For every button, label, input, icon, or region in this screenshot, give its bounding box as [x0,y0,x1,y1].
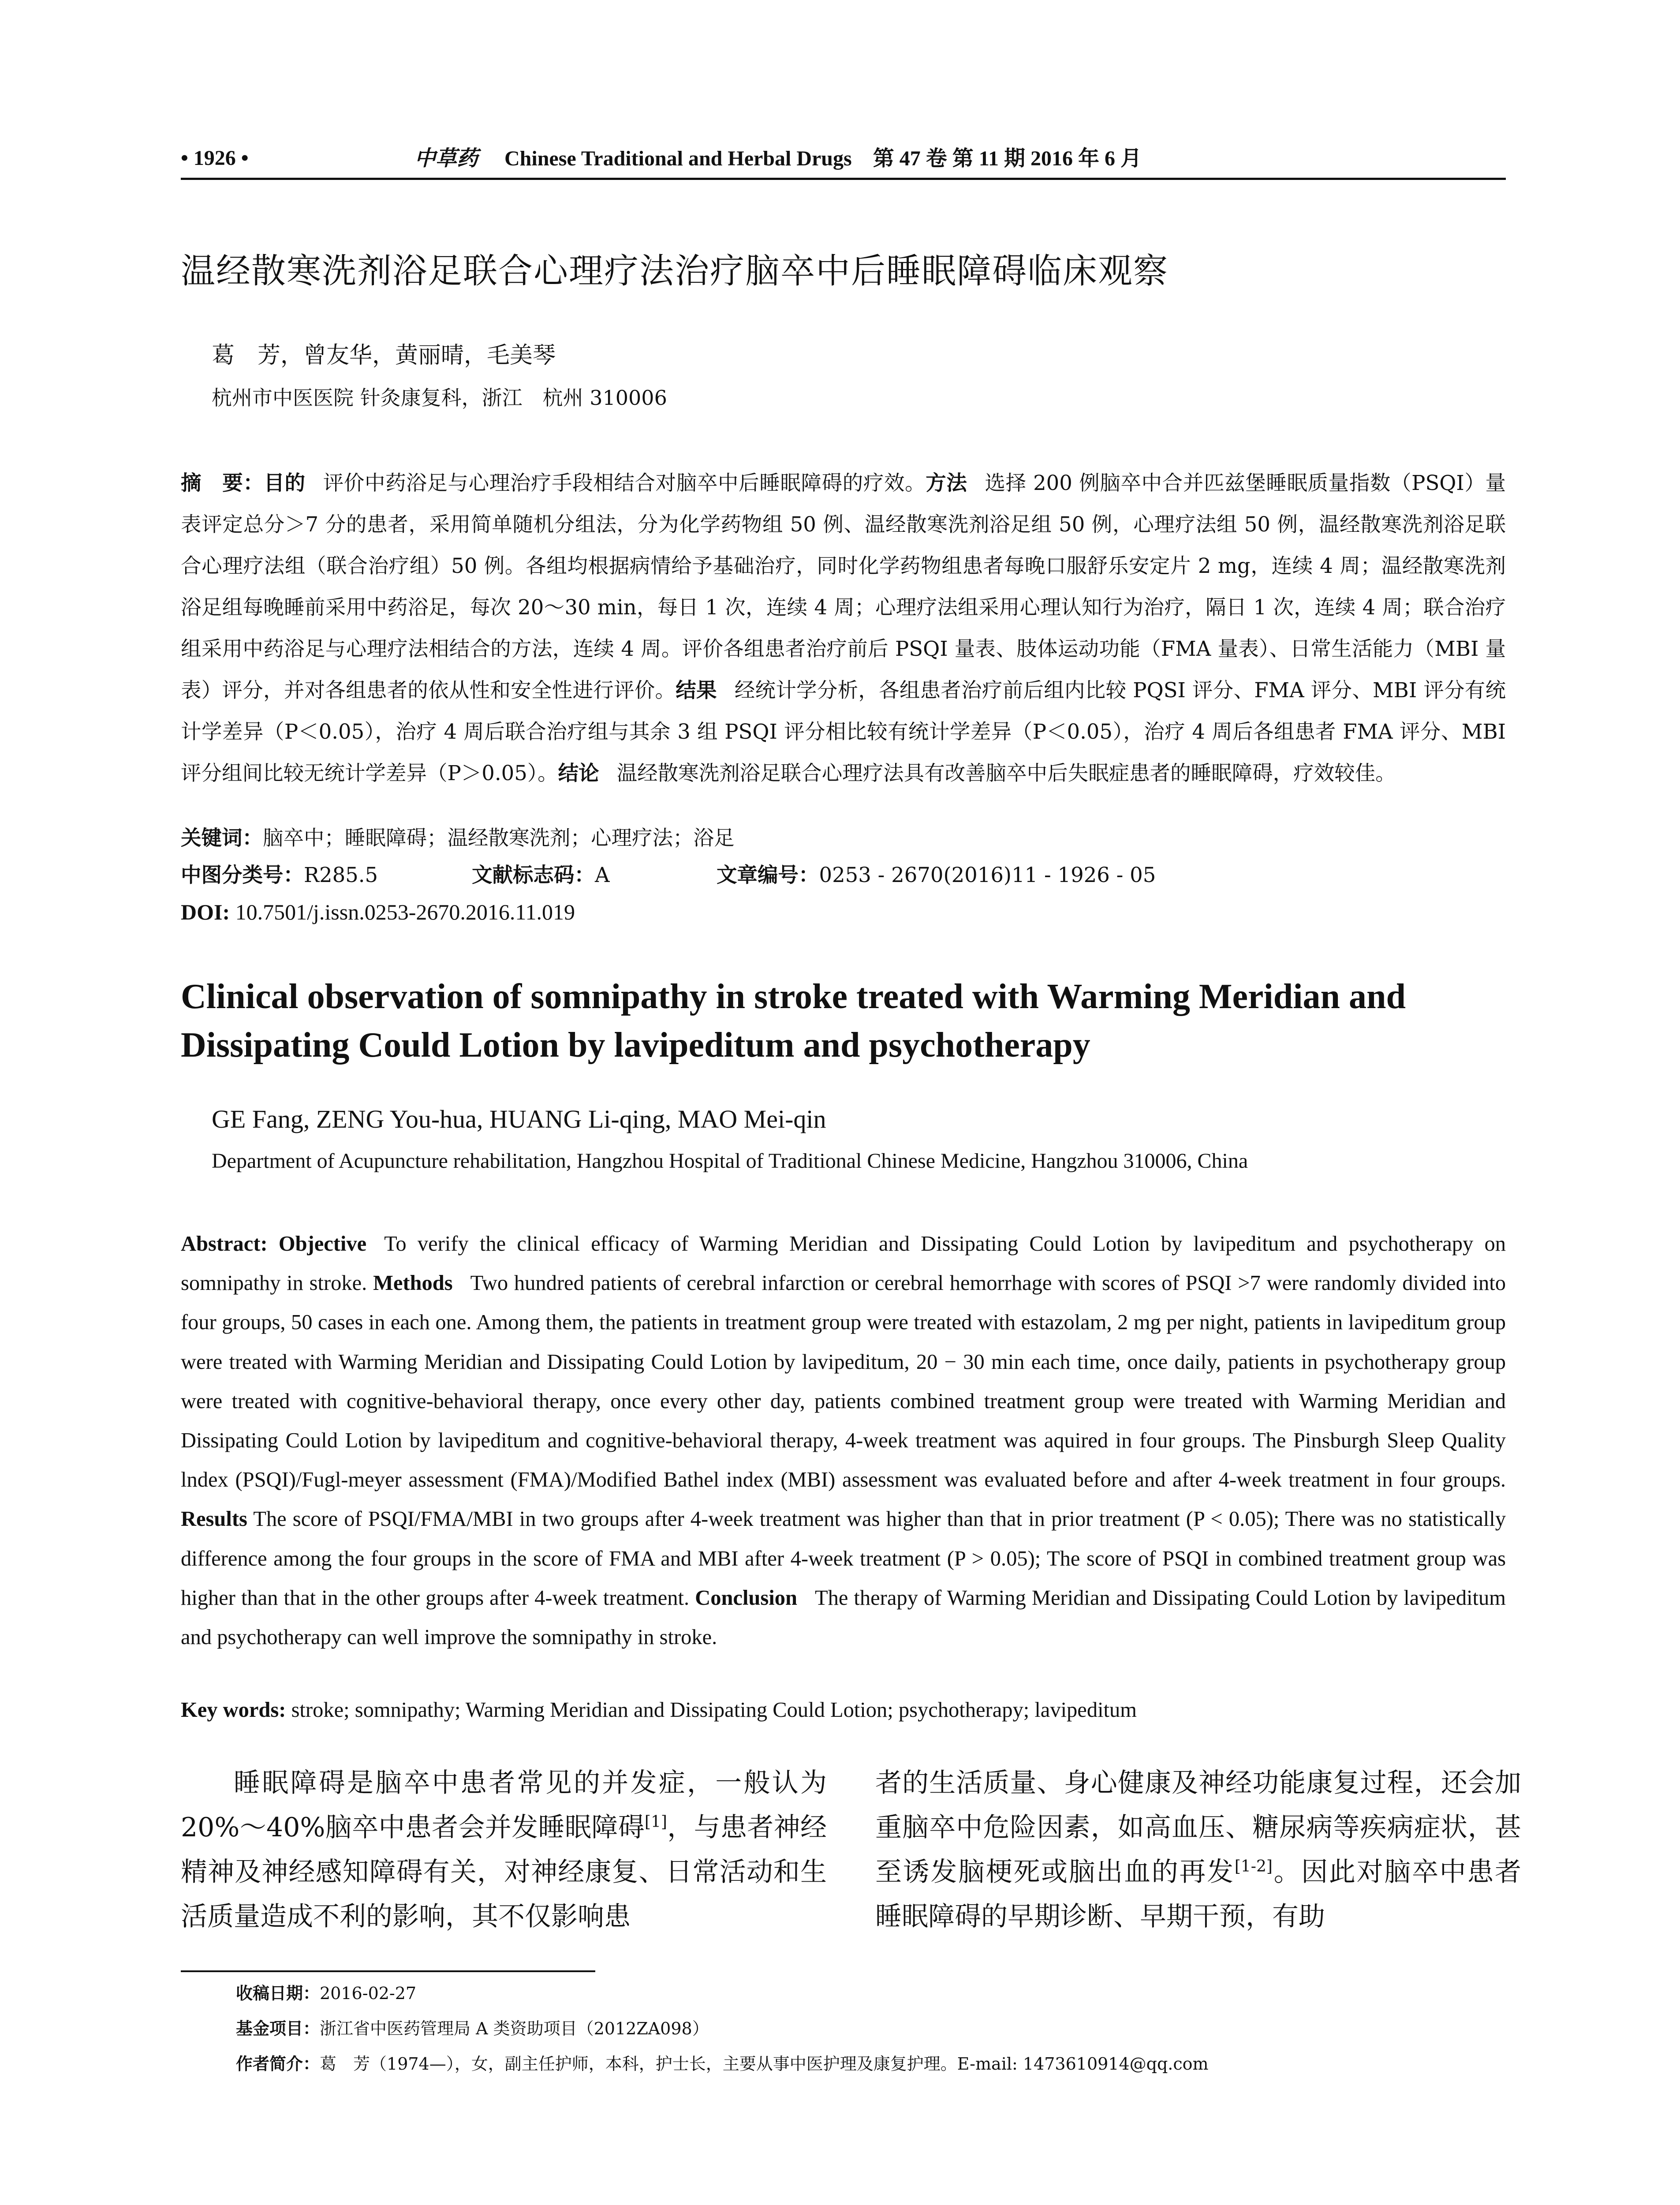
author-bio-label: 作者简介： [236,2054,320,2074]
chinese-objective-label: 目的 [264,471,306,495]
chinese-keywords [181,822,1506,854]
body-left-text-2: ，与患者神经精神及神经感知障碍有关，对神经康复、日常活动和生活质量造成不利的影响，其不仅影响患 [181,1812,827,1932]
english-methods-label: Methods [373,1271,453,1295]
chinese-conclusion: 温经散寒洗剂浴足联合心理疗法具有改善脑卒中后失眠症患者的睡眠障碍，疗效较佳。 [616,761,1396,785]
chinese-authors: 葛 芳，曾友华，黄丽晴，毛美琴 [212,342,556,369]
english-keywords-label: Key words: [181,1698,286,1722]
chinese-title: 温经散寒洗剂浴足联合心理疗法治疗脑卒中后睡眠障碍临床观察 [181,251,1169,291]
english-conclusion-label: Conclusion [695,1586,797,1610]
chinese-affiliation: 杭州市中医医院 针灸康复科，浙江 杭州 310006 [212,386,667,410]
chinese-abstract [181,462,1506,794]
journal-brand: 中草药 [414,146,478,171]
body-column-right [875,1761,1521,1939]
chinese-keywords-label: 关键词： [181,826,263,850]
received-date: 2016-02-27 [320,1984,417,2003]
journal-issue: 第 47 卷 第 11 期 2016 年 6 月 [873,147,1142,170]
footnote-fund [236,2016,709,2041]
received-label: 收稿日期： [236,1984,320,2003]
english-conclusion: The therapy of Warming Meridian and Dissipating Could Lotion by lavipeditum and psychotherapy can well improve the somnipathy in stroke. [181,1586,1506,1649]
footnote-received [236,1981,416,2006]
clc-field [181,859,378,891]
chinese-keywords-text: 脑卒中；睡眠障碍；温经散寒洗剂；心理疗法；浴足 [263,826,735,850]
body-column-left [181,1761,827,1939]
footnote-rule [181,1970,595,1972]
body-left-text-1: 睡眠障碍是脑卒中患者常见的并发症，一般认为 20%～40%脑卒中患者会并发睡眠障碍 [181,1768,827,1843]
chinese-abstract-label: 摘 要： [181,471,264,495]
journal-name: Chinese Traditional and Herbal Drugs [504,147,852,170]
body-right-text-1: 者的生活质量、身心健康及神经功能康复过程，还会加重脑卒中危险因素，如高血压、糖尿病等疾病症状，甚至诱发脑梗死或脑出血的再发 [875,1768,1521,1887]
document-code-value: A [595,863,610,887]
english-objective-label: Objective [278,1232,367,1256]
english-authors: GE Fang, ZENG You-hua, HUANG Li-qing, MAO Mei-qin [212,1105,826,1133]
document-code-label: 文献标志码： [472,863,595,887]
article-number-field [717,859,1156,891]
clc-label: 中图分类号： [181,863,304,887]
classification-line [181,859,1506,891]
english-results: The score of PSQI/FMA/MBI in two groups after 4-week treatment was higher than that in prior treatment (P < 0.05); There was no statistically difference among the four groups in the score of FMA and MBI after 4-week treatment (P > 0.05); The score of PSQI in combined treatment group was higher than that in the other groups after 4-week treatment. [181,1507,1506,1610]
english-abstract [181,1224,1506,1657]
english-title: Clinical observation of somnipathy in stroke treated with Warming Meridian and Dissipating Could Lotion by lavipeditum and psychotherapy [181,977,1406,1065]
citation-ref-1: [1] [644,1813,667,1831]
page-number: • 1926 • [181,146,249,170]
doi-value: 10.7501/j.issn.0253-2670.2016.11.019 [235,900,575,924]
body-right-text-2: 。因此对脑卒中患者睡眠障碍的早期诊断、早期干预，有助 [875,1857,1522,1932]
fund-text: 浙江省中医药管理局 A 类资助项目（2012ZA098） [320,2019,709,2038]
english-results-label: Results [181,1507,247,1531]
chinese-conclusion-label: 结论 [558,761,599,785]
citation-ref-1-2: [1-2] [1234,1857,1273,1876]
english-objective: To verify the clinical efficacy of Warming Meridian and Dissipating Could Lotion by lavipeditum and psychotherapy on somnipathy in stroke. [181,1232,1506,1295]
doi-line [181,896,575,928]
clc-value: R285.5 [304,863,378,887]
doi-label: DOI: [181,900,230,924]
fund-label: 基金项目： [236,2019,320,2038]
article-number-label: 文章编号： [717,863,819,887]
header-rule [181,178,1506,180]
author-bio-text: 葛 芳（1974—），女，副主任护师，本科，护士长，主要从事中医护理及康复护理。E-mail: 1473610914@qq.com [320,2054,1209,2074]
chinese-objective: 评价中药浴足与心理治疗手段相结合对脑卒中后睡眠障碍的疗效。 [323,471,926,495]
chinese-methods: 选择 200 例脑卒中合并匹兹堡睡眠质量指数（PSQI）量表评定总分＞7 分的患者，采用简单随机分组法，分为化学药物组 50 例、温经散寒洗剂浴足组 50 例，心理疗法组 50 例，温经散寒洗剂浴足联合心理疗法组（联合治疗组）50 例。各组均根据病情给予基础治疗，同时化学药物组患者每晚口服舒乐安定片 2 mg，连续 4 周；温经散寒洗剂浴足组每晚睡前采用中药浴足，每次 20～30 min，每日 1 次，连续 4 周；心理疗法组采用心理认知行为治疗，隔日 1 次，连续 4 周；联合治疗组采用中药浴足与心理疗法相结合的方法，连续 4 周。评价各组患者治疗前后 PSQI 量表、肢体运动功能（FMA 量表）、日常生活能力（MBI 量表）评分，并对各组患者的依从性和安全性进行评价。 [181,471,1506,702]
english-methods: Two hundred patients of cerebral infarction or cerebral hemorrhage with scores of PSQI >7 were randomly divided into four groups, 50 cases in each one. Among them, the patients in treatment group were treated with estazolam, 2 mg per night, patients in lavipeditum group were treated with Warming Meridian and Dissipating Could Lotion by lavipeditum, 20 − 30 min each time, once daily, patients in psychotherapy group were treated with cognitive-behavioral therapy, once every other day, patients combined treatment group were treated with Warming Meridian and Dissipating Could Lotion by lavipeditum and cognitive-behavioral therapy, 4-week treatment was aquired in four groups. The Pinsburgh Sleep Quality lndex (PSQI)/Fugl-meyer assessment (FMA)/Modified Bathel index (MBI) assessment was evaluated before and after 4-week treatment in four groups. [181,1271,1506,1492]
english-affiliation: Department of Acupuncture rehabilitation, Hangzhou Hospital of Traditional Chinese Medicine, Hangzhou 310006, China [212,1149,1248,1173]
chinese-results-label: 结果 [676,678,717,702]
english-keywords [181,1694,1506,1726]
article-number-value: 0253 - 2670(2016)11 - 1926 - 05 [819,863,1156,887]
footnote-author [236,2052,1209,2076]
document-code-field [472,859,610,891]
journal-info [414,140,1142,177]
running-header [181,140,1506,176]
chinese-results: 经统计学分析，各组患者治疗前后组内比较 PQSI 评分、FMA 评分、MBI 评分有统计学差异（P＜0.05），治疗 4 周后联合治疗组与其余 3 组 PSQI 评分相比较有统计学差异（P＜0.05），治疗 4 周后各组患者 FMA 评分、MBI 评分组间比较无统计学差异（P＞0.05）。 [181,678,1506,785]
chinese-methods-label: 方法 [926,471,967,495]
english-abstract-label: Abstract: [181,1232,268,1256]
english-keywords-text: stroke; somnipathy; Warming Meridian and Dissipating Could Lotion; psychotherapy; lavipeditum [291,1698,1137,1722]
